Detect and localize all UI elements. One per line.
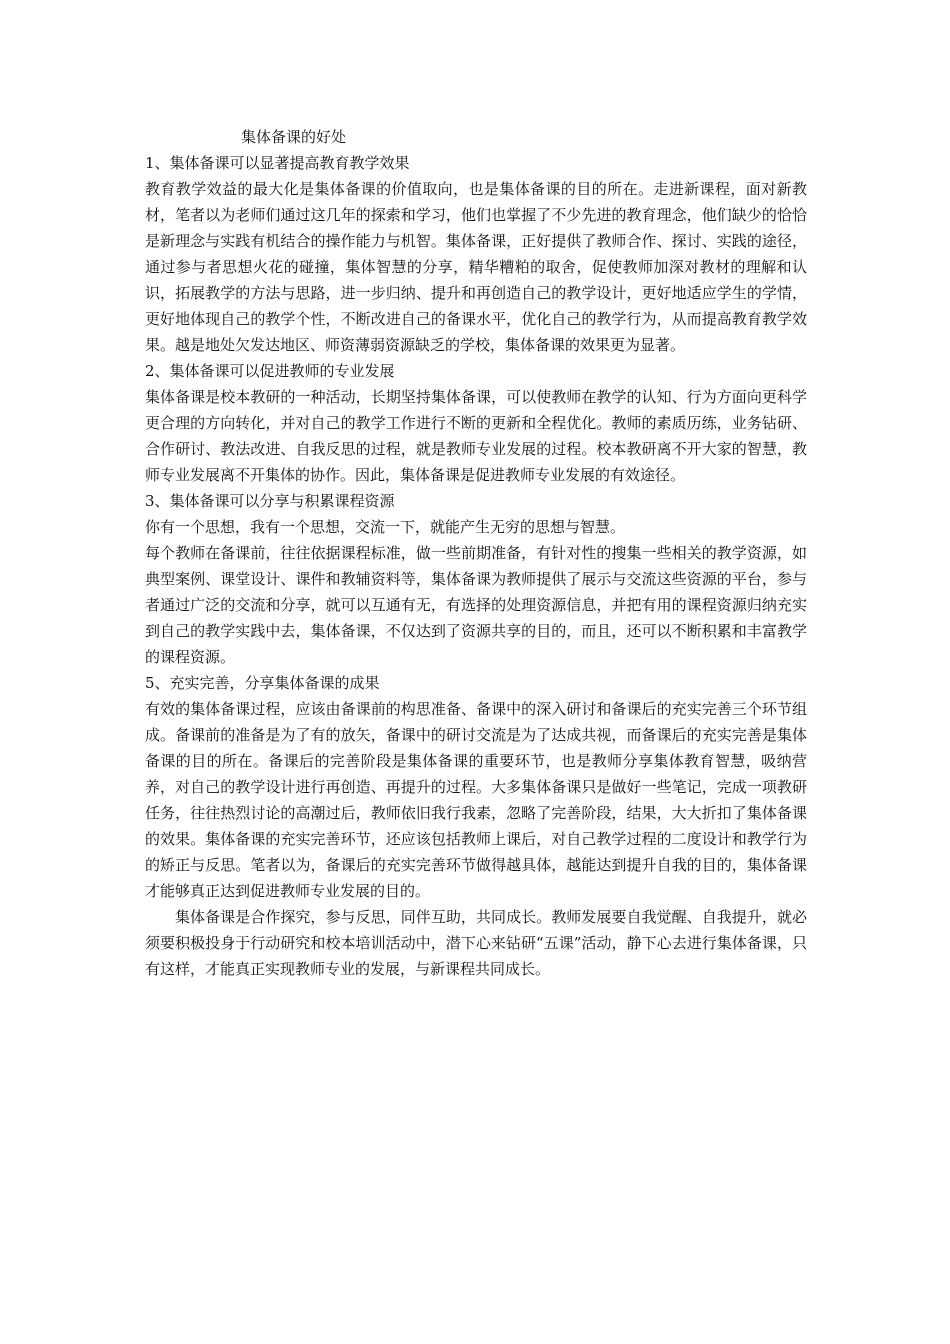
document-page <box>145 124 807 982</box>
section-2 <box>145 358 807 488</box>
section-paragraph: 每个教师在备课前，往往依据课程标准，做一些前期准备，有针对性的搜集一些相关的教学资源，如典型案例、课堂设计、课件和教辅资料等，集体备课为教师提供了展示与交流这些资源的平台，参与者通过广泛的交流和分享，就可以互通有无，有选择的处理资源信息，并把有用的课程资源归纳充实到自己的教学实践中去，集体备课，不仅达到了资源共享的目的，而且，还可以不断积累和丰富教学的课程资源。 <box>145 544 807 666</box>
section-paragraph: 教育教学效益的最大化是集体备课的价值取向，也是集体备课的目的所在。走进新课程，面对新教材，笔者以为老师们通过这几年的探索和学习，他们也掌握了不少先进的教育理念，他们缺少的恰恰是新理念与实践有机结合的操作能力与机智。集体备课，正好提供了教师合作、探讨、实践的途径，通过参与者思想火花的碰撞，集体智慧的分享，精华糟粕的取舍，促使教师加深对教材的理解和认识，拓展教学的方法与思路，进一步归纳、提升和再创造自己的教学设计，更好地适应学生的学情，更好地体现自己的教学个性，不断改进自己的备课水平，优化自己的教学行为，从而提高教育教学效果。越是地处欠发达地区、师资薄弱资源缺乏的学校，集体备课的效果更为显著。 <box>145 180 807 354</box>
section-heading: 3、集体备课可以分享与积累课程资源 <box>145 492 395 510</box>
section-heading: 5、充实完善，分享集体备课的成果 <box>145 674 380 692</box>
section-paragraph: 有效的集体备课过程，应该由备课前的构思准备、备课中的深入研讨和备课后的充实完善三个环节组成。备课前的准备是为了有的放矢，备课中的研讨交流是为了达成共视，而备课后的充实完善是集体备课的目的所在。备课后的完善阶段是集体备课的重要环节，也是教师分享集体教育智慧，吸纳营养，对自己的教学设计进行再创造、再提升的过程。大多集体备课只是做好一些笔记，完成一项教研任务，往往热烈讨论的高潮过后，教师依旧我行我素，忽略了完善阶段，结果，大大折扣了集体备课的效果。集体备课的充实完善环节，还应该包括教师上课后，对自己教学过程的二度设计和教学行为的矫正与反思。笔者以为，备课后的充实完善环节做得越具体，越能达到提升自我的目的，集体备课才能够真正达到促进教师专业发展的目的。 <box>145 700 807 900</box>
section-3 <box>145 488 807 670</box>
section-paragraph: 你有一个思想，我有一个思想，交流一下，就能产生无穷的思想与智慧。 <box>145 518 626 536</box>
section-5 <box>145 670 807 904</box>
conclusion-paragraph: 集体备课是合作探究，参与反思，同伴互助，共同成长。教师发展要自我觉醒、自我提升，就必须要积极投身于行动研究和校本培训活动中，潜下心来钻研“五课”活动，静下心去进行集体备课，只有这样，才能真正实现教师专业的发展，与新课程共同成长。 <box>145 908 807 978</box>
section-1 <box>145 150 807 358</box>
section-paragraph: 集体备课是校本教研的一种活动，长期坚持集体备课，可以使教师在教学的认知、行为方面向更科学更合理的方向转化，并对自己的教学工作进行不断的更新和全程优化。教师的素质历练，业务钻研、合作研讨、教法改进、自我反思的过程，就是教师专业发展的过程。校本教研离不开大家的智慧，教师专业发展离不开集体的协作。因此，集体备课是促进教师专业发展的有效途径。 <box>145 388 807 484</box>
section-heading: 1、集体备课可以显著提高教育教学效果 <box>145 154 410 172</box>
section-heading: 2、集体备课可以促进教师的专业发展 <box>145 362 395 380</box>
document-title: 集体备课的好处 <box>241 128 347 146</box>
